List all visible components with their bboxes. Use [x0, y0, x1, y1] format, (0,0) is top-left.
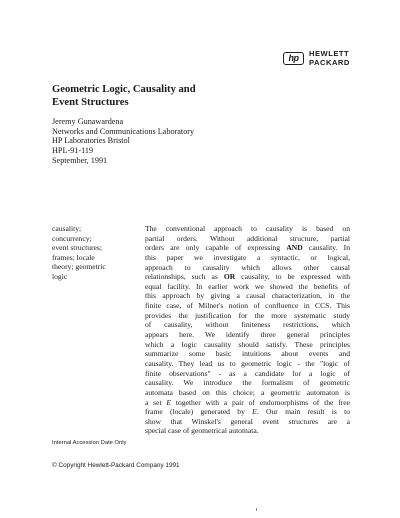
- abstract: [145, 224, 350, 436]
- keyword-line: causality;: [52, 224, 82, 233]
- abstract-line: appears here. We identify three general principles: [145, 330, 350, 340]
- abstract-line: this approach by giving a causal characterization, in the: [145, 291, 350, 301]
- report-date: September, 1991: [52, 155, 108, 165]
- title-line: Geometric Logic, Causality and: [52, 84, 196, 95]
- abstract-line: a set E together with a pair of endomorphisms of the free: [145, 397, 350, 407]
- abstract-line: approach to causality which allows other causal: [145, 262, 350, 272]
- keyword-line: logic: [52, 271, 68, 281]
- abstract-line: show that Winskel's general event structures are a: [145, 416, 350, 426]
- keyword-line: event structures;: [52, 243, 102, 253]
- abstract-line: summarize some basic intuitions about events and: [145, 349, 350, 359]
- abstract-line: The conventional approach to causality is based on: [145, 224, 350, 233]
- abstract-line: provides the justification for the more systematic study: [145, 310, 350, 320]
- paper-title: [52, 84, 242, 109]
- author-block: [52, 117, 194, 166]
- abstract-line: finite case, of Milner's notion of confluence in CCS. This: [145, 301, 350, 311]
- keyword-line: theory; geometric: [52, 262, 106, 272]
- abstract-line: frame (locale) generated by E. Our main result is to: [145, 407, 351, 417]
- abstract-line: of causality, without finiteness restrictions, which: [145, 320, 350, 330]
- logo-line-1: HEWLETT: [309, 49, 350, 58]
- hp-logo: [283, 50, 350, 67]
- abstract-line: partial orders. Without additional structure, partial: [145, 233, 350, 243]
- abstract-line: relationships, such as OR causality, to be expressed with: [145, 272, 350, 282]
- abstract-line: special case of geometrical automata.: [145, 426, 259, 436]
- abstract-line: causality. We introduce the formalism of geometric: [145, 378, 350, 388]
- abstract-line: finite observations" - as a candidate for a logic of: [145, 368, 350, 378]
- title-line: Event Structures: [52, 96, 129, 108]
- abstract-line: which a logic causality should satisfy. These principles: [145, 339, 350, 349]
- keyword-line: concurrency;: [52, 233, 92, 243]
- lab-location: HP Laboratories Bristol: [52, 136, 130, 146]
- internal-accession-note: Internal Accession Date Only: [52, 440, 127, 446]
- abstract-line: causality. They lead us to geometric logic - the "logic of: [145, 358, 350, 368]
- author-name: Jeremy Gunawardena: [52, 117, 124, 126]
- copyright-notice: © Copyright Hewlett-Packard Company 1991: [52, 462, 180, 469]
- report-number: HPL-91-119: [52, 146, 94, 156]
- hp-logo-mark: hp: [283, 52, 304, 65]
- abstract-line: equal facility. In earlier work we showed the benefits of: [145, 281, 350, 291]
- page-mark: [256, 508, 257, 511]
- abstract-line: this paper we investigate a syntactic, or logical,: [145, 252, 350, 262]
- abstract-line: automata based on this choice; a geometric automaton is: [145, 387, 350, 397]
- keywords: [52, 224, 132, 282]
- lab-name: Networks and Communications Laboratory: [52, 126, 195, 136]
- logo-line-2: PACKARD: [309, 57, 350, 67]
- keyword-line: frames; locale: [52, 252, 95, 262]
- hp-logo-wordmark: [309, 50, 350, 67]
- abstract-line: orders are only capable of expressing AND causality. In: [145, 243, 350, 253]
